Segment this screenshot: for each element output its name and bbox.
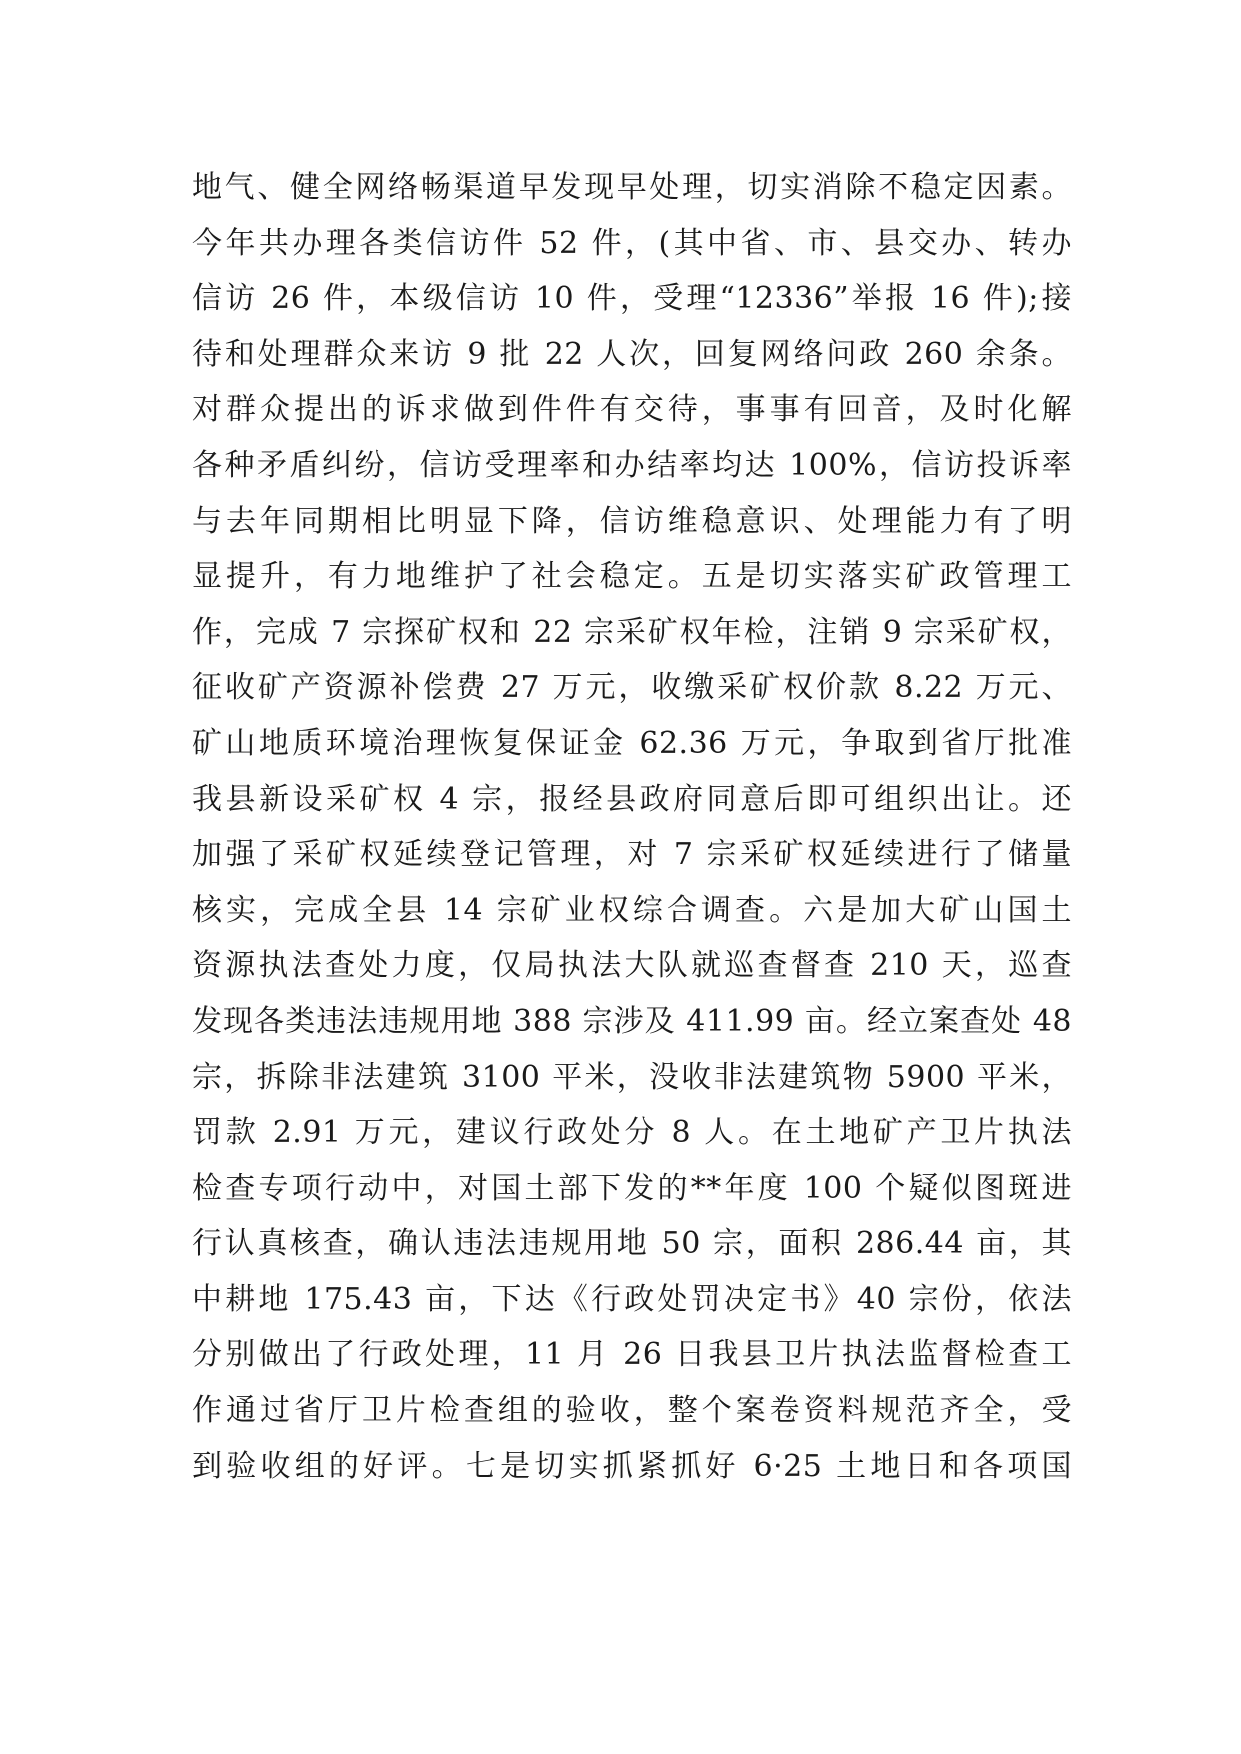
- text-line: 矿山地质环境治理恢复保证金 62.36 万元，争取到省厅批准: [192, 725, 1072, 761]
- text-line: 对群众提出的诉求做到件件有交待，事事有回音，及时化解: [192, 392, 1072, 428]
- text-line: 我县新设采矿权 4 宗，报经县政府同意后即可组织出让。还: [192, 781, 1072, 817]
- text-line: 待和处理群众来访 9 批 22 人次，回复网络问政 260 余条。: [192, 336, 1072, 372]
- text-line: 宗，拆除非法建筑 3100 平米，没收非法建筑物 5900 平米，: [192, 1059, 1072, 1095]
- text-line: 发现各类违法违规用地 388 宗涉及 411.99 亩。经立案查处 48: [192, 1003, 1072, 1039]
- body-text: [192, 160, 1072, 1494]
- text-line: 行认真核查，确认违法违规用地 50 宗，面积 286.44 亩，其: [192, 1226, 1072, 1262]
- text-line: 作，完成 7 宗探矿权和 22 宗采矿权年检，注销 9 宗采矿权，: [192, 614, 1072, 650]
- text-line: 资源执法查处力度，仅局执法大队就巡查督查 210 天，巡查: [192, 948, 1072, 984]
- text-line: 到验收组的好评。七是切实抓紧抓好 6·25 土地日和各项国: [192, 1448, 1072, 1484]
- text-line: 中耕地 175.43 亩，下达《行政处罚决定书》40 宗份，依法: [192, 1281, 1072, 1317]
- text-line: 加强了采矿权延续登记管理，对 7 宗采矿权延续进行了储量: [192, 837, 1072, 873]
- text-line: 分别做出了行政处理，11 月 26 日我县卫片执法监督检查工: [192, 1337, 1072, 1373]
- text-line: 罚款 2.91 万元，建议行政处分 8 人。在土地矿产卫片执法: [192, 1115, 1072, 1151]
- text-line: 检查专项行动中，对国土部下发的**年度 100 个疑似图斑进: [192, 1170, 1072, 1206]
- text-line: 今年共办理各类信访件 52 件，(其中省、市、县交办、转办: [192, 225, 1072, 261]
- text-line: 地气、健全网络畅渠道早发现早处理，切实消除不稳定因素。: [192, 170, 1072, 205]
- text-line: 信访 26 件，本级信访 10 件，受理“12336”举报 16 件);接: [192, 281, 1072, 317]
- text-line: 核实，完成全县 14 宗矿业权综合调查。六是加大矿山国土: [192, 892, 1072, 928]
- text-line: 作通过省厅卫片检查组的验收，整个案卷资料规范齐全，受: [192, 1393, 1072, 1429]
- text-line: 征收矿产资源补偿费 27 万元，收缴采矿权价款 8.22 万元、: [192, 670, 1072, 706]
- text-line: 与去年同期相比明显下降，信访维稳意识、处理能力有了明: [192, 503, 1072, 539]
- text-line: 显提升，有力地维护了社会稳定。五是切实落实矿政管理工: [192, 559, 1072, 595]
- text-line: 各种矛盾纠纷，信访受理率和办结率均达 100%，信访投诉率: [192, 447, 1072, 483]
